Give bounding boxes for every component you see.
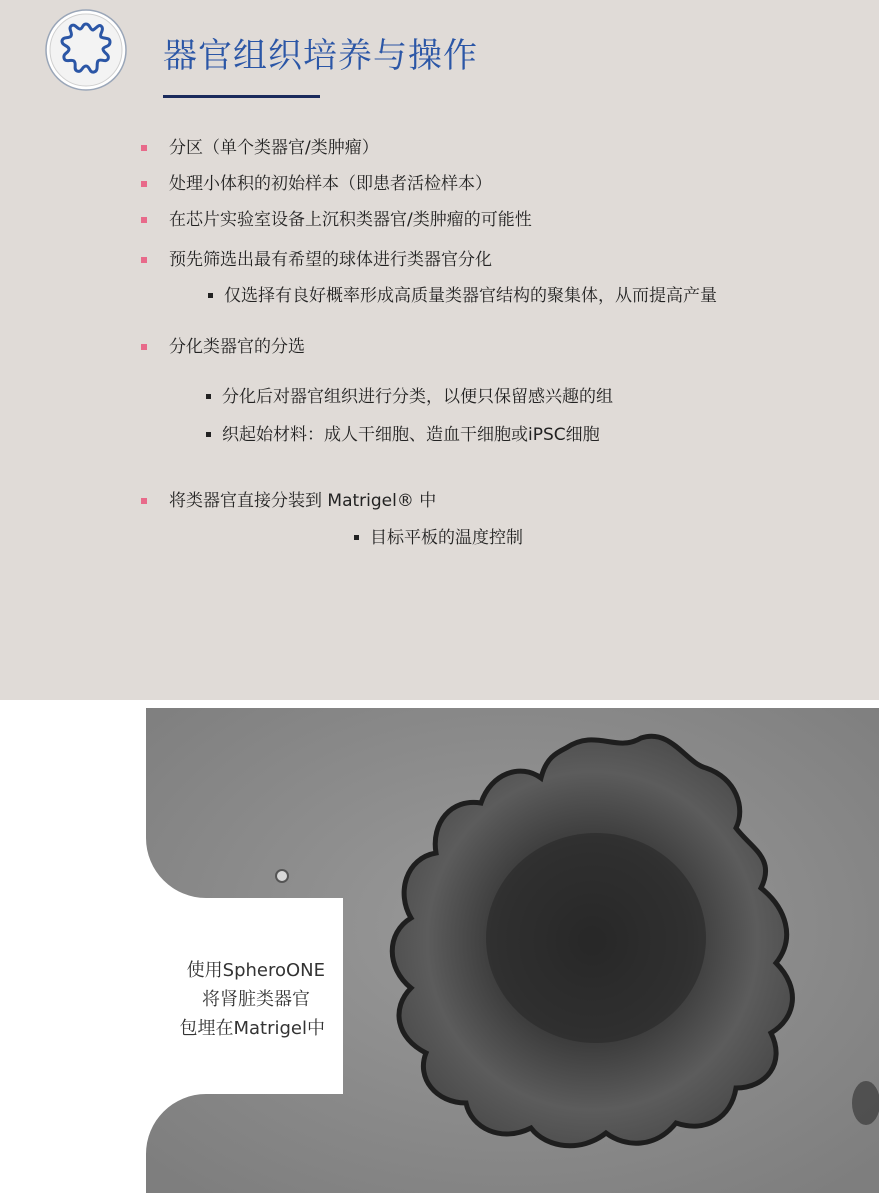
bullet-item [169,137,379,159]
bullet-marker [141,217,147,223]
organoid-icon [44,8,128,92]
bullet-text: 将类器官直接分装到 Matrigel® 中 [169,491,437,511]
photo-corner [146,838,206,898]
page-title: 器官组织培养与操作 [163,36,478,76]
sub-bullet-marker [206,432,211,437]
bullet-text: 处理小体积的初始样本（即患者活检样本） [169,174,492,194]
bullet-item [169,209,532,231]
bullet-marker [141,257,147,263]
bullet-item [169,249,492,271]
bullet-item [169,490,436,512]
caption-panel [0,898,343,1094]
sub-bullet-item [224,285,717,307]
sub-bullet-item [370,527,523,549]
caption-line: 使用SpheroONE [186,960,325,981]
sub-bullet-marker [206,394,211,399]
bullet-marker [141,344,147,350]
bullet-marker [141,181,147,187]
bullet-item [169,173,492,195]
bullet-text: 分区（单个类器官/类肿瘤） [169,138,379,158]
photo-corner [146,1094,206,1154]
bottom-spacer [0,1094,146,1193]
sub-bullet-text: 仅选择有良好概率形成高质量类器官结构的聚集体，从而提高产量 [224,286,717,306]
sub-bullet-item [222,386,613,408]
caption-line: 包埋在Matrigel中 [179,1018,325,1039]
sub-bullet-text: 分化后对器官组织进行分类，以便只保留感兴趣的组 [222,387,613,407]
bullet-text: 预先筛选出最有希望的球体进行类器官分化 [169,250,492,270]
sub-bullet-marker [208,293,213,298]
bullet-item [169,336,305,358]
sub-bullet-item [222,424,600,446]
sub-bullet-text: 织起始材料：成人干细胞、造血干细胞或iPSC细胞 [222,425,600,445]
bullet-marker [141,145,147,151]
caption-line: 将肾脏类器官 [202,989,310,1010]
title-underline [163,95,320,98]
bullet-text: 在芯片实验室设备上沉积类器官/类肿瘤的可能性 [169,210,532,230]
sub-bullet-marker [354,535,359,540]
sub-bullet-text: 目标平板的温度控制 [370,528,523,548]
bullet-text: 分化类器官的分选 [169,337,305,357]
bullet-marker [141,498,147,504]
